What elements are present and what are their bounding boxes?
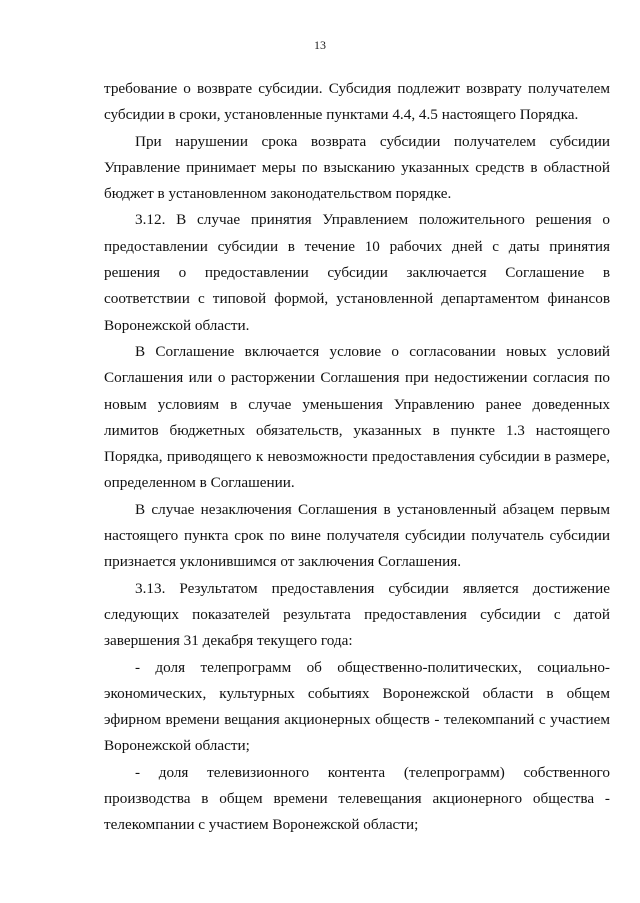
list-item-broadcast-share: - доля телепрограмм об общественно-политических, социально-экономических, культурных событиях Воронежской области в общем эфирном времени вещания акционерных обществ - телекомпаний с участием Воронежской области; — [104, 658, 610, 755]
paragraph-3-12: 3.12. В случае принятия Управлением положительного решения о предоставлении субсидии в течение 10 рабочих дней с даты принятия решения о предоставлении субсидии заключается Соглашение в соответствии с типовой формой, установленной департаментом финансов Воронежской области. — [104, 211, 610, 334]
paragraph-subsidy-return-requirement: требование о возврате субсидии. Субсидия подлежит возврату получателем субсидии в сроки, установленные пунктами 4.4, 4.5 настоящего Порядка. — [104, 80, 610, 124]
page-number: 13 — [314, 38, 326, 52]
document-body — [104, 76, 610, 839]
paragraph-return-violation: При нарушении срока возврата субсидии получателем субсидии Управление принимает меры по взысканию указанных средств в областной бюджет в установленном законодательством порядке. — [104, 132, 610, 203]
paragraph-3-13: 3.13. Результатом предоставления субсидии является достижение следующих показателей результата предоставления субсидии с датой завершения 31 декабря текущего года: — [104, 579, 610, 650]
list-item-own-content-share: - доля телевизионного контента (телепрограмм) собственного производства в общем времени телевещания акционерного общества - телекомпании с участием Воронежской области; — [104, 763, 610, 834]
paragraph-agreement-non-conclusion: В случае незаключения Соглашения в установленный абзацем первым настоящего пункта срок по вине получателя субсидии получатель субсидии признается уклонившимся от заключения Соглашения. — [104, 500, 610, 571]
paragraph-agreement-conditions: В Соглашение включается условие о согласовании новых условий Соглашения или о расторжении Соглашения при недостижении согласия по новым условиям в случае уменьшения Управлению ранее доведенных лимитов бюджетных обязательств, указанных в пункте 1.3 настоящего Порядка, приводящего к невозможности предоставления субсидии в размере, определенном в Соглашении. — [104, 342, 610, 492]
